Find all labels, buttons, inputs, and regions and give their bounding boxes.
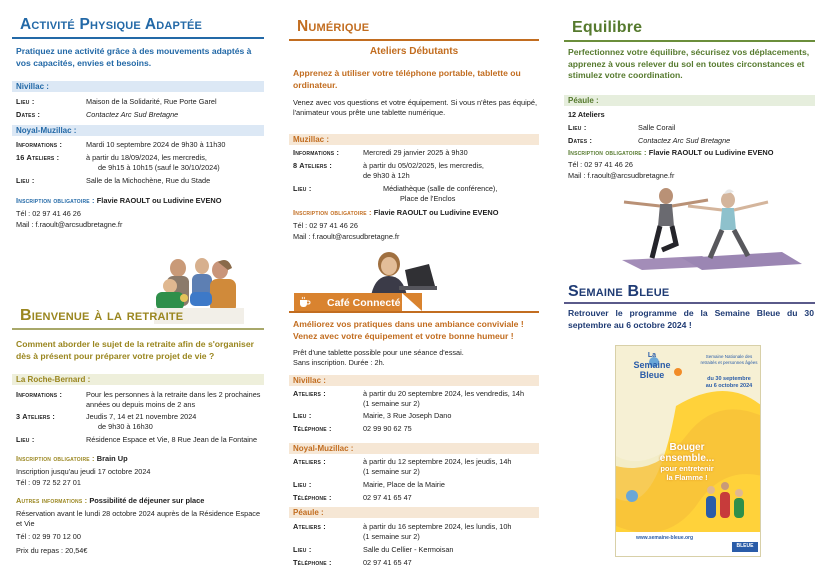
poster-slogan-line3: pour entretenir <box>660 464 714 473</box>
apa-ateliers-line2: de 9h15 à 10h15 (sauf le 30/10/2024) <box>98 163 220 172</box>
cafe-ateliers3-label: Ateliers : <box>293 522 326 531</box>
cafe-ateliers2-line2: (1 semaine sur 2) <box>363 467 420 476</box>
poster-slogan <box>632 442 742 482</box>
retraite-ateliers-line1: Jeudis 7, 14 et 21 novembre 2024 <box>86 412 197 421</box>
apa-inscription <box>16 196 221 205</box>
cafe-lieu1-label: Lieu : <box>293 411 312 420</box>
apa-lieu-value: Maison de la Solidarité, Rue Porte Garel <box>86 97 217 106</box>
numerique-lieu-label: Lieu : <box>293 184 312 193</box>
cafe-tel1-value: 02 99 90 62 75 <box>363 424 412 433</box>
cafe-tel2-label: Téléphone : <box>293 493 332 502</box>
retraite-phone: Tél : 09 72 52 27 01 <box>16 478 81 487</box>
poster-caption: Semaine Nationale des retraités et personnes âgées <box>700 354 758 365</box>
equilibre-ateliers: 12 Ateliers <box>568 110 605 119</box>
cafe-lieu2-value: Mairie, Place de la Mairie <box>363 480 445 489</box>
apa-lieu2-value: Salle de la Michochène, Rue du Stade <box>86 176 211 185</box>
apa-intro: Pratiquez une activité grâce à des mouvements adaptés à vos capacités, envies et besoins. <box>16 46 252 68</box>
apa-info-label: Informations : <box>16 140 63 149</box>
numerique-ateliers-label: 8 Ateliers : <box>293 161 333 170</box>
numerique-location: Muzillac : <box>289 134 539 145</box>
numerique-info-value: Mercredi 29 janvier 2025 à 9h30 <box>363 148 468 157</box>
semaine-intro: Retrouver le programme de la Semaine Bleue du 30 septembre au 6 octobre 2024 ! <box>568 308 814 330</box>
retraite-meal-price: Prix du repas : 20,54€ <box>16 546 88 555</box>
apa-title: Activité Physique Adaptée <box>20 16 203 33</box>
cafe-divider <box>289 311 539 313</box>
cafe-tel3-value: 02 97 41 65 47 <box>363 558 412 567</box>
cafe-lieu2-label: Lieu : <box>293 480 312 489</box>
column-numerique <box>289 0 539 585</box>
cafe-tel1-label: Téléphone : <box>293 424 332 433</box>
apa-email: Mail : f.raoult@arcsudbretagne.fr <box>16 220 123 229</box>
cafe-lieu3-value: Salle du Cellier - Kermoisan <box>363 545 454 554</box>
poster-url: www.semaine-bleue.org <box>636 535 694 541</box>
numerique-phone: Tél : 02 97 41 46 26 <box>293 221 358 230</box>
equilibre-location: Péaule : <box>564 95 815 106</box>
column-equilibre-semaine <box>564 0 815 585</box>
retraite-inscription-label: Inscription obligatoire : <box>16 454 95 463</box>
coffee-cup-icon <box>299 296 311 308</box>
numerique-ateliers-line1: à partir du 05/02/2025, les mercredis, <box>363 161 484 170</box>
equilibre-email: Mail : f.raoult@arcsudbretagne.fr <box>568 171 675 180</box>
retraite-inscription-org: Brain Up <box>96 454 128 463</box>
cafe-location-peaule: Péaule : <box>289 507 539 518</box>
cafe-ateliers3-line1: à partir du 16 septembre 2024, les lundis, 10h <box>363 522 512 531</box>
apa-info-value: Mardi 10 septembre 2024 de 9h30 à 11h30 <box>86 140 226 149</box>
cafe-body-line2: Sans inscription. Durée : 2h. <box>293 358 385 367</box>
retraite-info-line1: Pour les personnes à la retraite dans les 2 prochaines <box>86 390 261 399</box>
poster-logo-line3: Bleue <box>639 370 665 380</box>
cafe-ateliers1-line2: (1 semaine sur 2) <box>363 399 420 408</box>
apa-ateliers-line1: à partir du 18/09/2024, les mercredis, <box>86 153 207 162</box>
retraite-location: La Roche-Bernard : <box>12 374 264 385</box>
equilibre-inscription <box>568 148 773 157</box>
equilibre-inscription-contacts: Flavie RAOULT ou Ludivine EVENO <box>648 148 774 157</box>
apa-dates-label: Dates : <box>16 110 41 119</box>
cafe-body-line1: Prêt d'une tablette possible pour une séance d'essai. <box>293 348 464 357</box>
retraite-ateliers-line2: de 9h30 à 16h30 <box>98 422 153 431</box>
retraite-intro: Comment aborder le sujet de la retraite afin de s'organiser dès à présent pour préparer votre projet de vie ? <box>16 339 254 361</box>
numerique-intro: Apprenez à utiliser votre téléphone portable, tablette ou ordinateur. <box>293 68 521 90</box>
numerique-inscription-contacts: Flavie RAOULT ou Ludivine EVENO <box>373 208 499 217</box>
poster-slogan-line2: ensemble... <box>659 453 715 464</box>
numerique-info-label: Informations : <box>293 148 340 157</box>
cafe-lieu3-label: Lieu : <box>293 545 312 554</box>
apa-inscription-contacts: Flavie RAOULT ou Ludivine EVENO <box>96 196 222 205</box>
retraite-autres-text: Possibilité de déjeuner sur place <box>89 496 205 505</box>
laptop-user-photo <box>365 246 445 296</box>
apa-phone: Tél : 02 97 41 46 26 <box>16 209 81 218</box>
cafe-tel3-label: Téléphone : <box>293 558 332 567</box>
numerique-divider <box>289 39 539 41</box>
numerique-lieu-line1: Médiathèque (salle de conférence), <box>383 184 498 193</box>
numerique-inscription <box>293 208 498 217</box>
equilibre-lieu-label: Lieu : <box>568 123 587 132</box>
retraite-info-line2: années ou depuis moins de 2 ans <box>86 400 196 409</box>
retraite-divider <box>12 328 264 330</box>
retraite-reservation: Réservation avant le lundi 28 octobre 2024 auprès de la Résidence Espace et Vie <box>16 509 260 528</box>
apa-inscription-label: Inscription obligatoire : <box>16 196 95 205</box>
numerique-lieu-line2: Place de l'Enclos <box>400 194 456 203</box>
retraite-title: Bienvenue à la retraite <box>20 307 184 324</box>
cafe-ateliers2-label: Ateliers : <box>293 457 326 466</box>
retraite-info-label: Informations : <box>16 390 63 399</box>
column-apa-retraite <box>12 0 264 585</box>
apa-ateliers-label: 16 Ateliers : <box>16 153 60 162</box>
apa-lieu-label: Lieu : <box>16 97 35 106</box>
equilibre-dates-label: Dates : <box>568 136 593 145</box>
numerique-email: Mail : f.raoult@arcsudbretagne.fr <box>293 232 400 241</box>
numerique-inscription-label: Inscription obligatoire : <box>293 208 372 217</box>
poster-logo-line1: La <box>647 352 657 359</box>
poster-dates <box>700 376 758 389</box>
equilibre-inscription-label: Inscription obligatoire : <box>568 148 647 157</box>
retraite-lieu-value: Résidence Espace et Vie, 8 Rue Jean de la Fontaine <box>86 435 258 444</box>
poster-badge: BLEUE <box>736 543 754 549</box>
retraite-phone2: Tél : 02 99 70 12 00 <box>16 532 81 541</box>
cafe-lieu1-value: Mairie, 3 Rue Joseph Dano <box>363 411 452 420</box>
numerique-subtitle: Ateliers Débutants <box>369 46 459 57</box>
cafe-location-nivillac: Nivillac : <box>289 375 539 386</box>
poster-dates-line1: du 30 septembre <box>707 376 751 382</box>
balance-exercise-photo <box>612 172 812 270</box>
apa-location-noyal: Noyal-Muzillac : <box>12 125 264 136</box>
cafe-ateliers2-line1: à partir du 12 septembre 2024, les jeudis, 14h <box>363 457 512 466</box>
poster-logo <box>622 352 682 380</box>
poster-dates-line2: au 6 octobre 2024 <box>705 382 753 389</box>
cafe-intro: Améliorez vos pratiques dans une ambiance conviviale ! Venez avec votre équipement et votre bonne humeur ! <box>293 319 524 341</box>
semaine-title: Semaine Bleue <box>568 283 670 300</box>
cafe-ateliers3-line2: (1 semaine sur 2) <box>363 532 420 541</box>
semaine-divider <box>564 302 815 304</box>
cafe-tel2-value: 02 97 41 65 47 <box>363 493 412 502</box>
cafe-location-noyal: Noyal-Muzillac : <box>289 443 539 454</box>
retraite-lieu-label: Lieu : <box>16 435 35 444</box>
apa-lieu2-label: Lieu : <box>16 176 35 185</box>
poster-logo-line2: Semaine <box>633 360 671 370</box>
equilibre-intro: Perfectionnez votre équilibre, sécurisez vos déplacements, apprenez à vous relever du sol en toutes circonstances et stimulez votre coordination. <box>568 47 810 80</box>
apa-location-nivillac: Nivillac : <box>12 81 264 92</box>
cafe-ateliers1-line1: à partir du 20 septembre 2024, les vendredis, 14h <box>363 389 525 398</box>
cafe-title: Café Connecté <box>327 297 401 309</box>
equilibre-divider <box>564 40 815 42</box>
retraite-ateliers-label: 3 Ateliers : <box>16 412 56 421</box>
poster-slogan-line4: la Flamme ! <box>666 473 708 482</box>
equilibre-dates-value: Contactez Arc Sud Bretagne <box>638 136 731 145</box>
equilibre-lieu-value: Salle Corail <box>638 123 676 132</box>
numerique-title: Numérique <box>297 18 370 35</box>
retraite-deadline: Inscription jusqu'au jeudi 17 octobre 2024 <box>16 467 151 476</box>
apa-divider <box>12 37 264 39</box>
numerique-body: Venez avec vos questions et votre équipement. Si vous n'êtes pas équipé, l'animateur vous prête une tablette numérique. <box>293 98 537 117</box>
equilibre-title: Equilibre <box>572 19 643 36</box>
retraite-autres-label: Autres informations : <box>16 496 88 505</box>
numerique-ateliers-line2: de 9h30 à 12h <box>363 171 410 180</box>
cafe-ateliers1-label: Ateliers : <box>293 389 326 398</box>
equilibre-phone: Tél : 02 97 41 46 26 <box>568 160 633 169</box>
retraite-inscription <box>16 454 128 463</box>
semaine-bleue-poster[interactable] <box>615 345 761 557</box>
apa-dates-value: Contactez Arc Sud Bretagne <box>86 110 179 119</box>
poster-slogan-line1: Bouger <box>669 442 705 453</box>
retraite-autres <box>16 496 204 505</box>
